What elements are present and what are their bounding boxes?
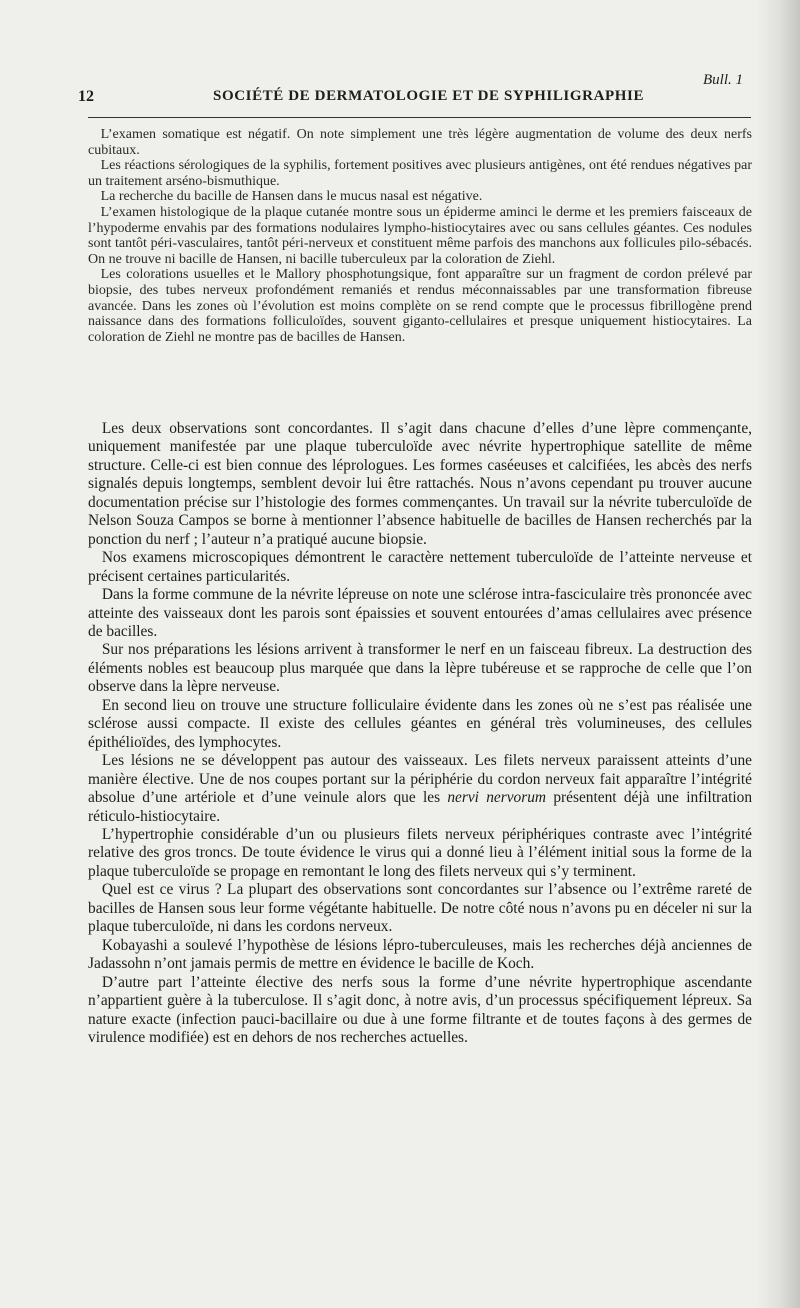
italic-term: nervi nervorum — [447, 789, 547, 807]
body-paragraph — [88, 752, 752, 826]
running-head: SOCIÉTÉ DE DERMATOLOGIE ET DE SYPHILIGRAPHIE — [213, 88, 645, 104]
paragraph-text: L’hypertrophie considérable d’un ou plusieurs filets nerveux périphériques contraste avec l’intégrité relative des gros troncs. De toute évidence le virus qui a donné lieu à l’élément initial sous la forme de la plaque tuberculoïde se propage en remontant le long des filets nerveux qui s’y terminent. — [88, 825, 752, 880]
small-paragraph: L’examen somatique est négatif. On note simplement une très légère augmentation de volume des deux nerfs cubitaux. — [88, 127, 752, 158]
paragraph-text: Kobayashi a soulevé l’hypothèse de lésions lépro-tuberculeuses, mais les recherches déjà anciennes de Jadassohn n’ont jamais permis de mettre en évidence le bacille de Koch. — [88, 936, 752, 973]
discussion-section — [88, 420, 752, 1047]
header-rule — [88, 117, 751, 118]
body-paragraph — [88, 697, 752, 752]
paragraph-text: En second lieu on trouve une structure folliculaire évidente dans les zones où ne s’est pas réalisée une sclérose aussi compacte. Il existe des cellules géantes en général très volumineuses, des cellules épithélioïdes, des lymphocytes. — [88, 696, 752, 751]
paragraph-text: Nos examens microscopiques démontrent le caractère nettement tuberculoïde de l’atteinte nerveuse et précisent certaines particularités. — [88, 549, 752, 585]
small-paragraph: La recherche du bacille de Hansen dans le mucus nasal est négative. — [100, 189, 483, 205]
paragraph-text: Quel est ce virus ? La plupart des observations sont concordantes sur l’absence ou l’extrême rareté de bacilles de Hansen sous leur forme végétante habituelle. De notre côté nous n’avons pu en déceler ni sur la plaque tuberculoïde, ni dans les cordons nerveux. — [88, 881, 752, 936]
page-number: 12 — [78, 88, 94, 105]
paragraph-text: présentent déjà une infiltration réticulo-histiocytaire. — [88, 789, 753, 825]
body-paragraph — [88, 881, 752, 936]
paragraph-text: Les deux observations sont concordantes. Il s’agit dans chacune d’elles d’une lèpre commençante, uniquement manifestée par une plaque tuberculoïde avec névrite hypertrophique satellite de même structure. Celle-ci est bien connue des léprologues. Les formes caséeuses et calcifiées, les abcès des nerfs signalés depuis longtemps, semblent devoir lui être rattachés. Nous n’avons cependant pu trouver aucune documentation précise sur l’histologie des formes commençantes. Un travail sur la névrite tuberculoïde de Nelson Souza Campos se borne à mentionner l’absence habituelle de bacilles de Hansen recherchés par la ponction du nerf ; l’auteur n’a pratiqué aucune biopsie. — [88, 420, 752, 548]
small-paragraph: L’examen histologique de la plaque cutanée montre sous un épiderme aminci le derme et les premiers faisceaux de l’hypoderme envahis par des formations nodulaires lympho-histiocytaires avec ou sans cellules géantes. Ces nodules sont tantôt péri-vasculaires, tantôt péri-nerveux et constituent même parfois des manchons aux follicules pilo-sébacés. On ne trouve ni bacille de Hansen, ni bacille tuberculeux par la coloration de Ziehl. — [88, 204, 752, 267]
bulletin-label: Bull. 1 — [703, 72, 743, 88]
paragraph-text: D’autre part l’atteinte élective des nerfs sous la forme d’une névrite hypertrophique ascendante n’appartient guère à la tuberculose. Il s’agit donc, à notre avis, d’un processus spécifiquement lépreux. Sa nature exacte (infection pauci-bacillaire ou due à une forme filtrante et de toutes façons à des germes de virulence modifiée) est en dehors de nos recherches actuelles. — [88, 973, 752, 1046]
paragraph-text: Dans la forme commune de la névrite lépreuse on note une sclérose intra-fasciculaire très prononcée avec atteinte des vaisseaux dont les parois sont épaissies et souvent entourées d’amas cellulaires avec présence de bacilles. — [88, 586, 752, 640]
paragraph-text: Les lésions ne se développent pas autour des vaisseaux. Les filets nerveux paraissent atteints d’une manière élective. Une de nos coupes portant sur la périphérie du cordon nerveux fait apparaître l’intégrité absolue d’une artériole et d’une veinule alors que les — [88, 752, 752, 807]
page-edge-shadow — [756, 0, 800, 1308]
body-paragraph — [88, 826, 752, 881]
body-paragraph — [88, 974, 752, 1048]
body-paragraph — [88, 641, 752, 696]
body-paragraph — [88, 586, 752, 641]
small-paragraph: Les réactions sérologiques de la syphilis, fortement positives avec plusieurs antigènes, ont été rendues négatives par un traitement arséno-bismuthique. — [88, 158, 752, 189]
paragraph-text: Sur nos préparations les lésions arrivent à transformer le nerf en un faisceau fibreux. La destruction des éléments nobles est beaucoup plus marquée que dans la lèpre tubéreuse et se rapproche de celle que l’on observe dans la lèpre nerveuse. — [88, 641, 752, 696]
case-details-section — [88, 127, 752, 345]
body-paragraph — [88, 937, 752, 974]
body-paragraph — [88, 420, 752, 549]
body-paragraph — [88, 549, 752, 586]
small-paragraph: Les colorations usuelles et le Mallory phosphotungsique, font apparaître sur un fragment de cordon prélevé par biopsie, des tubes nerveux profondément remaniés et rendus méconnaissables par une transformation fibreuse avancée. Dans les zones où l’évolution est moins complète on se rend compte que le processus fibrillogène prend naissance dans des formations folliculoïdes, souvent giganto-cellulaires et presque uniquement histiocytaires. La coloration de Ziehl ne montre pas de bacilles de Hansen. — [88, 267, 752, 345]
